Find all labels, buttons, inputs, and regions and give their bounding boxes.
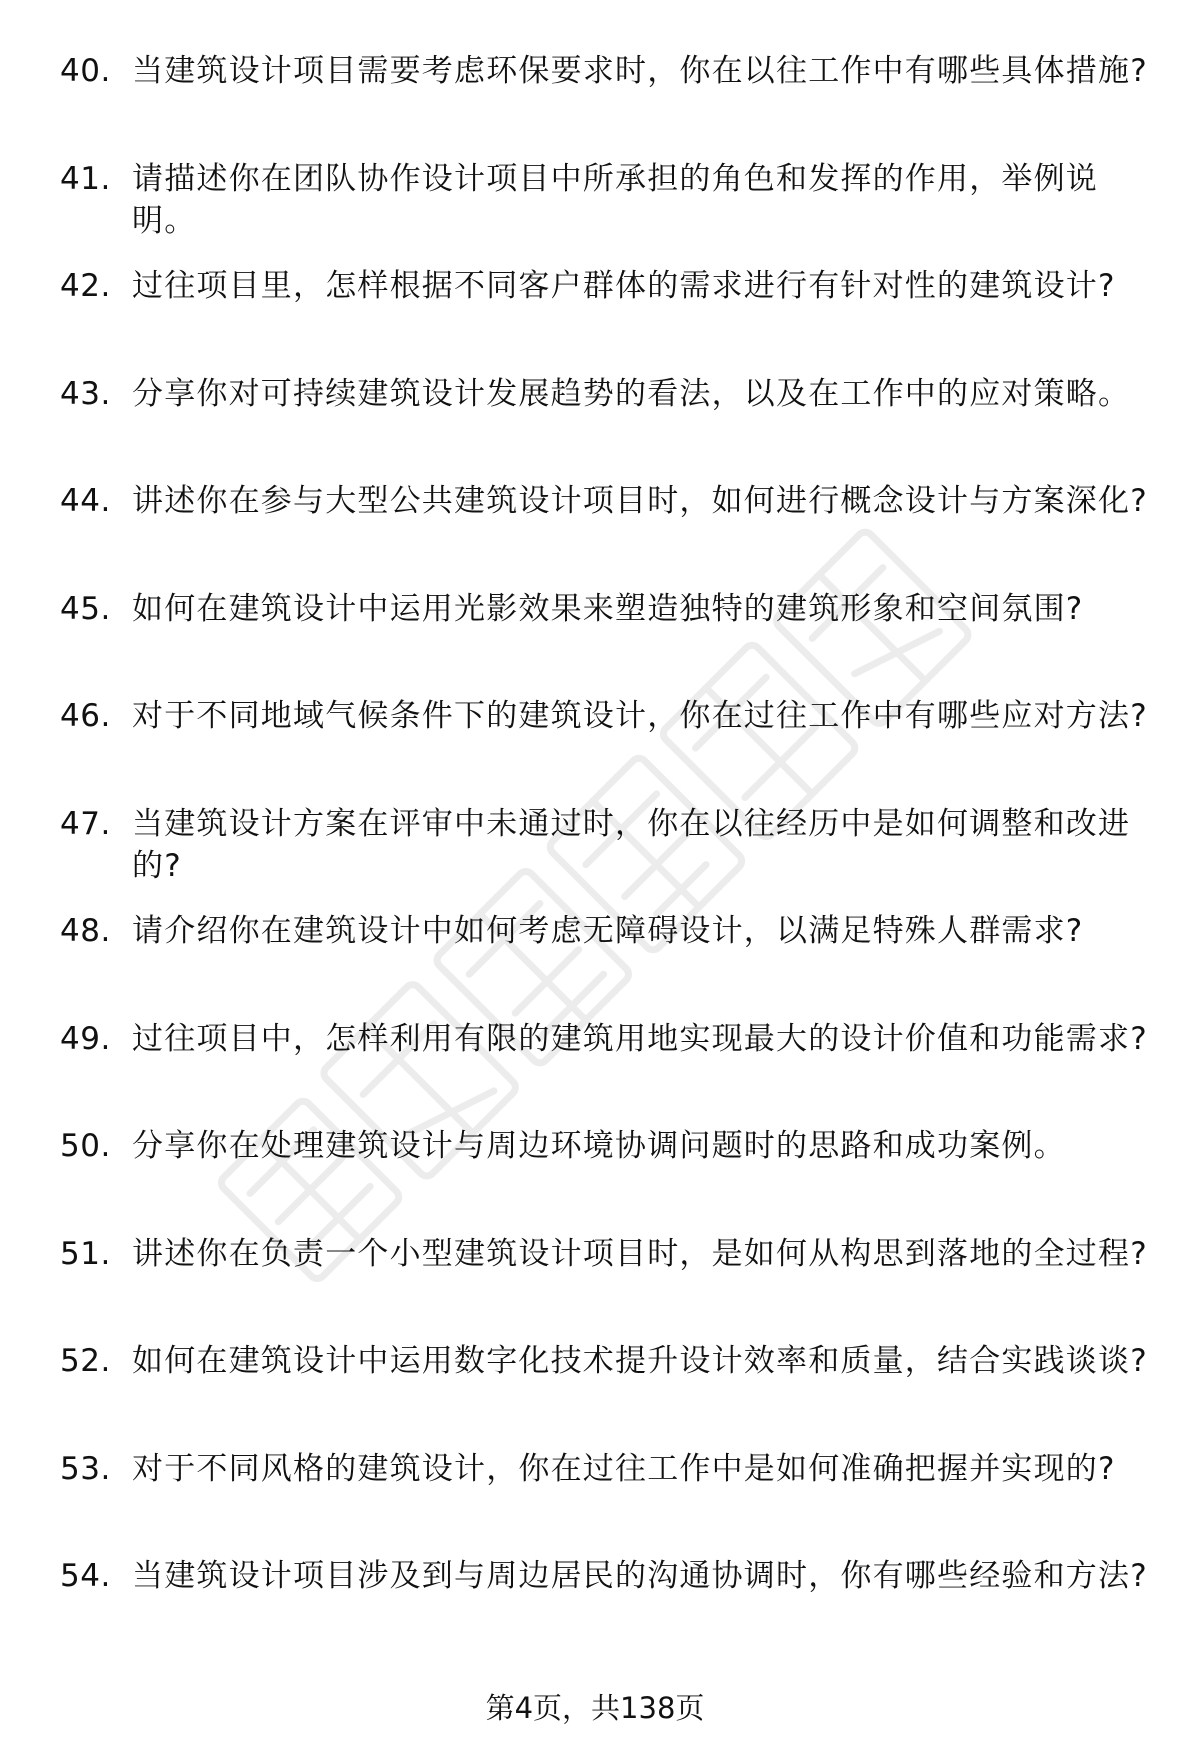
question-text: 讲述你在负责一个小型建筑设计项目时，是如何从构思到落地的全过程?	[132, 1235, 1148, 1272]
question-number: 43.	[60, 375, 111, 412]
question-number: 42.	[60, 268, 111, 304]
list-item	[60, 265, 1150, 373]
list-item	[60, 803, 1150, 911]
question-text: 分享你对可持续建筑设计发展趋势的看法，以及在工作中的应对策略。	[132, 375, 1131, 412]
question-number: 41.	[60, 160, 111, 197]
question-text: 过往项目里，怎样根据不同客户群体的需求进行有针对性的建筑设计?	[132, 268, 1116, 304]
question-text: 分享你在处理建筑设计与周边环境协调问题时的思路和成功案例。	[132, 1128, 1066, 1164]
question-text: 对于不同风格的建筑设计，你在过往工作中是如何准确把握并实现的?	[132, 1450, 1116, 1487]
question-number: 47.	[60, 805, 111, 842]
list-item	[60, 1340, 1150, 1448]
question-text: 当建筑设计项目需要考虑环保要求时，你在以往工作中有哪些具体措施?	[132, 53, 1148, 89]
question-text: 当建筑设计项目涉及到与周边居民的沟通协调时，你有哪些经验和方法?	[132, 1558, 1148, 1594]
question-text: 对于不同地域气候条件下的建筑设计，你在过往工作中有哪些应对方法?	[132, 698, 1148, 734]
question-number: 45.	[60, 590, 111, 627]
question-text: 请介绍你在建筑设计中如何考虑无障碍设计，以满足特殊人群需求?	[132, 913, 1084, 949]
list-item	[60, 373, 1150, 481]
list-item	[60, 1233, 1150, 1341]
list-item	[60, 50, 1150, 158]
list-item	[60, 1555, 1150, 1663]
question-text: 如何在建筑设计中运用数字化技术提升设计效率和质量，结合实践谈谈?	[132, 1343, 1148, 1379]
list-item	[60, 695, 1150, 803]
list-item	[60, 480, 1150, 588]
question-number: 46.	[60, 698, 111, 734]
list-item	[60, 1018, 1150, 1126]
question-text: 请描述你在团队协作设计项目中所承担的角色和发挥的作用，举例说明。	[132, 160, 1098, 239]
list-item	[60, 1448, 1150, 1556]
question-number: 49.	[60, 1020, 111, 1057]
question-text: 过往项目中，怎样利用有限的建筑用地实现最大的设计价值和功能需求?	[132, 1020, 1148, 1057]
question-number: 44.	[60, 483, 111, 519]
question-text: 如何在建筑设计中运用光影效果来塑造独特的建筑形象和空间氛围?	[132, 590, 1084, 627]
page-number-footer: 第4页，共138页	[485, 1691, 705, 1725]
question-number: 51.	[60, 1235, 111, 1272]
list-item	[60, 588, 1150, 696]
question-number: 52.	[60, 1343, 111, 1379]
question-number: 54.	[60, 1558, 111, 1594]
question-text: 当建筑设计方案在评审中未通过时，你在以往经历中是如何调整和改进的?	[132, 805, 1131, 884]
question-text: 讲述你在参与大型公共建筑设计项目时，如何进行概念设计与方案深化?	[132, 483, 1148, 519]
list-item	[60, 158, 1150, 266]
list-item	[60, 910, 1150, 1018]
list-item	[60, 1125, 1150, 1233]
question-number: 40.	[60, 53, 111, 89]
question-number: 50.	[60, 1128, 111, 1164]
question-number: 48.	[60, 913, 111, 949]
question-list	[60, 50, 1150, 1663]
question-number: 53.	[60, 1450, 111, 1487]
